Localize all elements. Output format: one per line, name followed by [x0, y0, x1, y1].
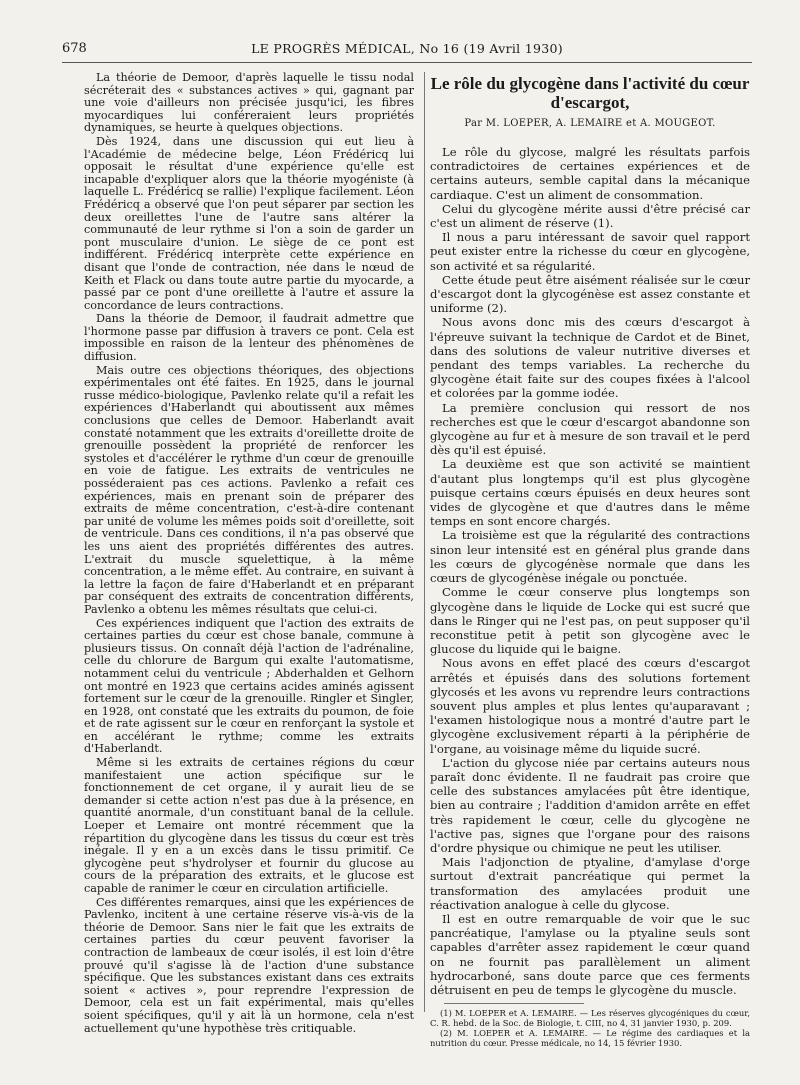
body-paragraph: Celui du glycogène mérite aussi d'être précisé car c'est un aliment de réserve (1).: [430, 201, 750, 231]
article-title: Le rôle du glycogène dans l'activité du cœur d'escargot,: [430, 74, 750, 112]
column-divider: [424, 72, 425, 1012]
body-paragraph: Dans la théorie de Demoor, il faudrait admettre que l'hormone passe par diffusion à travers ce pont. Cela est impossible en raison de la lenteur des phénomènes de diffusion.: [84, 312, 414, 364]
body-paragraph: Nous avons donc mis des cœurs d'escargot à l'épreuve suivant la technique de Cardot et de Binet, dans des solutions de valeur nutritive diverses et pendant des temps variables. La recherche du glycogène était faite sur des coupes fixées à l'alcool et colorées par la gomme iodée.: [430, 315, 750, 401]
body-paragraph: Le rôle du glycose, malgré les résultats parfois contradictoires de certaines expériences et de certains auteurs, semble capital dans la mécanique cardiaque. C'est un aliment de consommation.: [430, 145, 750, 202]
footnote: (2) M. LOEPER et A. LEMAIRE. — Le régime des cardiaques et la nutrition du cœur. Presse médicale, no 14, 15 février 1930.: [430, 1028, 750, 1049]
body-paragraph: Mais l'adjonction de ptyaline, d'amylase d'orge surtout d'extrait pancréatique qui permet la transformation des amylacées produit une réactivation analogue à celle du glycose.: [430, 855, 750, 912]
body-paragraph: Il nous a paru intéressant de savoir quel rapport peut exister entre la richesse du cœur en glycogène, son activité et sa régularité.: [430, 230, 750, 273]
journal-running-title: LE PROGRÈS MÉDICAL, No 16 (19 Avril 1930): [251, 41, 563, 56]
page-header: [62, 40, 752, 63]
footnote: (1) M. LOEPER et A. LEMAIRE. — Les réserves glycogéniques du cœur, C. R. hebd. de la Soc. de Biologie, t. CIII, no 4, 31 janvier 1930, p. 209.: [430, 1008, 750, 1029]
body-paragraph: Cette étude peut être aisément réalisée sur le cœur d'escargot dont la glycogénèse est assez constante et uniforme (2).: [430, 272, 750, 316]
body-paragraph: Dès 1924, dans une discussion qui eut lieu à l'Académie de médecine belge, Léon Frédéricq lui opposait le résultat d'une expérience qu'elle est incapable d'expliquer alors que la théorie myogéniste (à laquelle L. Frédéricq se rallie) l'explique facilement. Léon Frédéricq a observé que l'on peut séparer par section les deux oreillettes l'une de l'autre sans altérer la communauté de leur rythme si l'on a soin de garder un pont musculaire d'union. Le siège de ce pont est indifférent. Frédéricq interprète cette expérience en disant que l'onde de contraction, née dans le nœud de Keith et Flack ou dans toute autre partie du myocarde, a passé par ce pont d'une oreillette à l'autre et assure la concordance de leurs contractions.: [84, 134, 414, 312]
footnote-separator: [444, 1003, 584, 1004]
body-paragraph: La deuxième est que son activité se maintient d'autant plus longtemps qu'il est plus glycogène puisque certains cœurs épuisés en deux heures sont vides de glycogène et que d'autres dans le même temps en sont encore chargés.: [430, 457, 750, 529]
article-authors: Par M. LOEPER, A. LEMAIRE et A. MOUGEOT.: [464, 118, 716, 129]
body-paragraph: La théorie de Demoor, d'après laquelle le tissu nodal sécréterait des « substances actives » qui, gagnant par une voie d'ailleurs non précisée jusqu'ici, les fibres myocardiques lui conféreraient leurs propriétés dynamiques, se heurte à quelques objections.: [84, 71, 414, 135]
body-paragraph: Ces différentes remarques, ainsi que les expériences de Pavlenko, incitent à une certaine réserve vis-à-vis de la théorie de Demoor. Sans nier le fait que les extraits de certaines parties du cœur peuvent favoriser la contraction de lambeaux de cœur isolés, il est loin d'être prouvé qu'il s'agisse là de l'action d'une substance spécifique. Que les substances existant dans ces extraits soient « actives », pour reprendre l'expression de Demoor, cela est un fait expérimental, mais qu'elles soient spécifiques, qu'il y ait là un hormone, cela n'est actuellement qu'une hypothèse très critiquable.: [84, 895, 414, 1035]
body-paragraph: Ces expériences indiquent que l'action des extraits de certaines parties du cœur est chose banale, commune à plusieurs tissus. On connaît déjà l'action de l'adrénaline, celle du chlorure de Bargum qui exalte l'automatisme, notamment celui du ventricule ; Abderhalden et Gelhorn ont montré en 1923 que certains acides aminés agissent fortement sur le cœur de la grenouille. Ringler et Singler, en 1928, ont constaté que les extraits du poumon, de foie et de rate agissent sur le cœur en renforçant la systole et en accélérant le rythme; comme les extraits d'Haberlandt.: [84, 616, 414, 756]
body-paragraph: La première conclusion qui ressort de nos recherches est que le cœur d'escargot abandonne son glycogène au fur et à mesure de son travail et le perd dès qu'il est épuisé.: [430, 400, 750, 458]
body-paragraph: Même si les extraits de certaines régions du cœur manifestaient une action spécifique sur le fonctionnement de cet organe, il y aurait lieu de se demander si cette action n'est pas due à la présence, en quantité anormale, d'un constituant banal de la cellule. Loeper et Lemaire ont montré récemment que la répartition du glycogène dans les tissus du cœur est très inégale. Il y en a un excès dans le tissu primitif. Ce glycogène peut s'hydrolyser et fournir du glucose au cours de la préparation des extraits, et le glucose est capable de ranimer le cœur en circulation artificielle.: [84, 756, 414, 895]
body-paragraph: Il est en outre remarquable de voir que le suc pancréatique, l'amylase ou la ptyaline seuls sont capables d'arrêter assez rapidement le cœur quand on ne fournit pas parallèlement un aliment hydrocarboné, sans doute parce que ces ferments détruisent en peu de temps le glycogène du muscle.: [430, 911, 750, 997]
body-paragraph: Comme le cœur conserve plus longtemps son glycogène dans le liquide de Locke qui est sucré que dans le Ringer qui ne l'est pas, on peut supposer qu'il reconstitue petit à petit son glycogène avec le glucose du liquide qui le baigne.: [430, 585, 750, 657]
body-paragraph: Mais outre ces objections théoriques, des objections expérimentales ont été faites. En 1925, dans le journal russe médico-biologique, Pavlenko relate qu'il a refait les expériences d'Haberlandt qui aboutissent aux mêmes conclusions que celles de Demoor. Haberlandt avait constaté notamment que les extraits d'oreillette droite de grenouille possèdent la propriété de renforcer les systoles et d'accélérer le rythme d'un cœur de grenouille en voie de fatigue. Les extraits de ventricules ne posséderaient pas ces actions. Pavlenko a refait ces expériences, mais en prenant soin de préparer des extraits de même concentration, c'est-à-dire contenant par unité de volume les mêmes poids soit d'oreillette, soit de ventricule. Dans ces conditions, il n'a pas observé que les uns aient des propriétés différentes des autres. L'extrait du muscle squelettique, à la même concentration, a le même effet. Au contraire, en suivant à la lettre la façon de faire d'Haberlandt et en préparant par conséquent des extraits de concentration différents, Pavlenko a obtenu les mêmes résultats que celui-ci.: [84, 363, 414, 616]
body-paragraph: Nous avons en effet placé des cœurs d'escargot arrêtés et épuisés dans des solutions fortement glycosés et les avons vu reprendre leurs contractions souvent plus amples et plus lentes qu'auparavant ; l'examen histologique nous a montré d'autre part le glycogène exclusivement réparti à la périphérie de l'organe, au voisinage même du liquide sucré.: [430, 656, 750, 756]
page-number: 678: [62, 41, 87, 56]
right-column: [430, 72, 750, 1048]
body-paragraph: L'action du glycose niée par certains auteurs nous paraît donc évidente. Il ne faudrait pas croire que celle des substances amylacées pût être identique, bien au contraire ; l'addition d'amidon arrête en effet très rapidement le cœur, celle du glycogène ne l'active pas, signes que l'organe pour des raisons d'ordre physique ou chimique ne peut les utiliser.: [430, 755, 750, 855]
left-column: [84, 72, 414, 1036]
body-paragraph: La troisième est que la régularité des contractions sinon leur intensité est en général plus grande dans les cœurs de glycogénèse normale que dans les cœurs de glycogénèse inégale ou ponctuée.: [430, 528, 750, 586]
